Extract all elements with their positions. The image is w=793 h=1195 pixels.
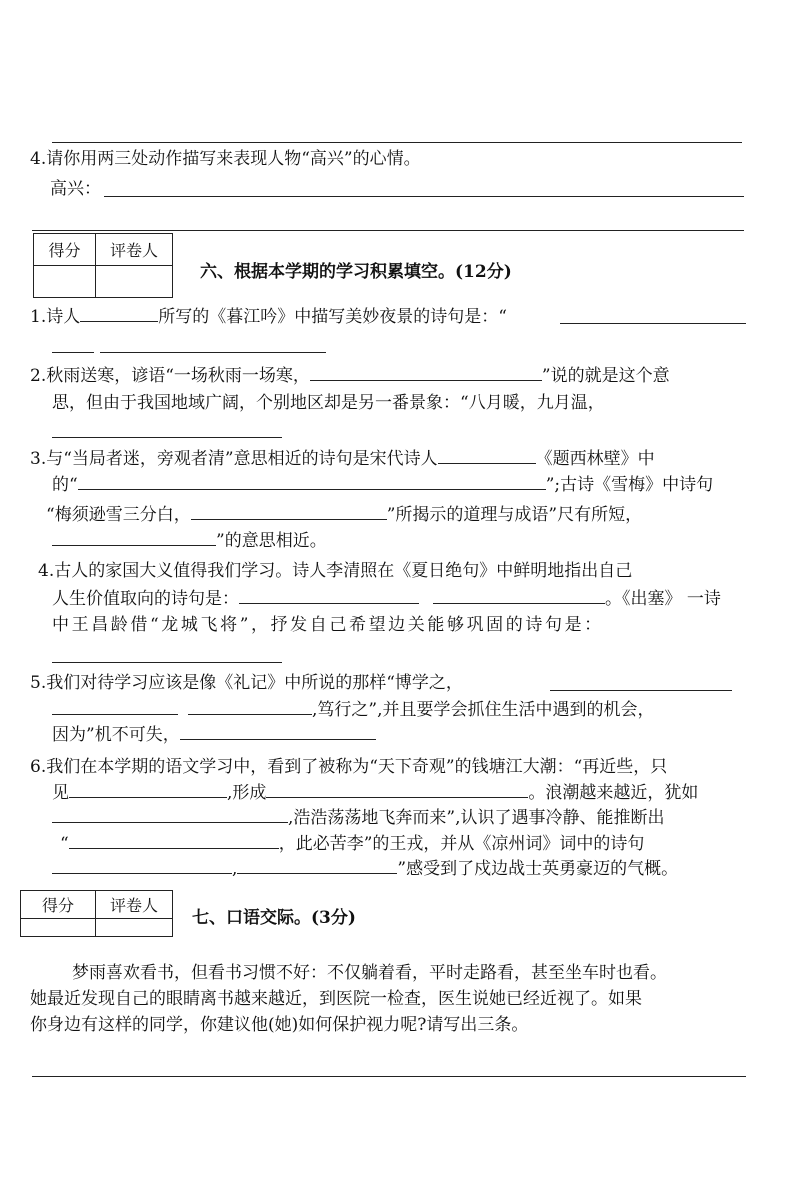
s6-q4-line2: 人生价值取向的诗句是： 。《出塞》 一诗	[52, 589, 721, 609]
score-cell[interactable]	[21, 919, 96, 937]
blank[interactable]	[69, 781, 227, 798]
blank[interactable]	[180, 723, 376, 740]
s7-line2: 她最近发现自己的眼睛离书越来越近，到医院一检查，医生说她已经近视了。如果	[30, 989, 642, 1009]
blank[interactable]	[80, 305, 158, 322]
grader-header: 评卷人	[96, 891, 173, 919]
answer-line[interactable]	[32, 230, 744, 231]
answer-line[interactable]	[52, 142, 742, 143]
s6-q6-line1: 6.我们在本学期的语文学习中，看到了被称为“天下奇观”的钱塘江大潮：“再近些，只	[30, 757, 668, 777]
answer-line[interactable]	[100, 352, 326, 353]
s7-line3: 你身边有这样的同学，你建议他(她)如何保护视力呢?请写出三条。	[30, 1015, 529, 1035]
q4-label: 高兴：	[50, 179, 101, 199]
blank[interactable]	[438, 447, 536, 464]
answer-line[interactable]	[560, 323, 746, 324]
s6-q6-line5: , ”感受到了戍边战士英勇豪迈的气概。	[52, 857, 678, 880]
s6-q3-line2: 的“ ”;古诗《雪梅》中诗句	[52, 475, 714, 495]
section7-title: 七、口语交际。(3分)	[192, 908, 356, 928]
s6-q3-line1: 3.与“当局者迷，旁观者清”意思相近的诗句是宋代诗人 《题西林壁》中	[30, 449, 655, 469]
q4-prompt: 4.请你用两三处动作描写来表现人物“高兴”的心情。	[30, 149, 421, 169]
score-box	[20, 890, 173, 937]
answer-line[interactable]	[52, 662, 282, 663]
answer-line[interactable]	[52, 352, 94, 353]
blank[interactable]	[191, 503, 387, 520]
blank[interactable]	[237, 857, 397, 874]
s6-q2-line2: 思，但由于我国地域广阔，个别地区却是另一番景象：“八月暖，九月温，	[52, 393, 605, 413]
score-box	[33, 233, 173, 298]
answer-line[interactable]	[550, 690, 732, 691]
s6-q3-line3: “梅须逊雪三分白， ”所揭示的道理与成语”尺有所短，	[46, 505, 643, 525]
s6-q5-line1: 5.我们对待学习应该是像《礼记》中所说的那样“博学之，	[30, 673, 463, 693]
blank[interactable]	[310, 364, 542, 381]
blank[interactable]	[52, 698, 178, 715]
grader-cell[interactable]	[96, 266, 173, 298]
s6-q5-line2: ,笃行之”,并且要学会抓住生活中遇到的机会，	[52, 698, 655, 721]
score-header: 得分	[21, 891, 96, 919]
grader-header: 评卷人	[96, 234, 173, 266]
s6-q6-line4: “ ，此必苦李”的王戎，并从《凉州词》词中的诗句	[60, 834, 645, 854]
answer-line[interactable]	[32, 1076, 746, 1077]
blank[interactable]	[433, 587, 605, 604]
section6-title: 六、根据本学期的学习积累填空。(12分)	[200, 262, 512, 282]
s7-line1: 梦雨喜欢看书，但看书习惯不好：不仅躺着看，平时走路看，甚至坐车时也看。	[72, 963, 667, 983]
s6-q4-line1: 4.古人的家国大义值得我们学习。诗人李清照在《夏日绝句》中鲜明地指出自己	[38, 561, 633, 581]
s6-q5-line3: 因为”机不可失，	[52, 723, 376, 746]
blank[interactable]	[52, 806, 288, 823]
answer-line[interactable]	[52, 437, 282, 438]
blank[interactable]	[69, 832, 279, 849]
grader-cell[interactable]	[96, 919, 173, 937]
s6-q2-line1: 2.秋雨送寒，谚语“一场秋雨一场寒， ”说的就是这个意	[30, 366, 670, 386]
s6-q6-line3: ,浩浩荡荡地飞奔而来”,认识了遇事冷静、能推断出	[52, 806, 665, 829]
blank[interactable]	[52, 529, 216, 546]
score-cell[interactable]	[34, 266, 96, 298]
s6-q6-line2: 见 ,形成 。浪潮越来越近，犹如	[52, 783, 699, 803]
blank[interactable]	[239, 587, 419, 604]
blank[interactable]	[188, 698, 312, 715]
answer-line[interactable]	[104, 196, 744, 197]
score-header: 得分	[34, 234, 96, 266]
blank[interactable]	[52, 857, 232, 874]
blank[interactable]	[266, 781, 528, 798]
blank[interactable]	[78, 473, 546, 490]
s6-q3-line4: ”的意思相近。	[52, 529, 327, 552]
s6-q4-line3: 中王昌龄借“龙城飞将”，抒发自己希望边关能够巩固的诗句是：	[52, 615, 604, 635]
s6-q1: 1.诗人 所写的《暮江吟》中描写美妙夜景的诗句是：“	[30, 307, 507, 327]
